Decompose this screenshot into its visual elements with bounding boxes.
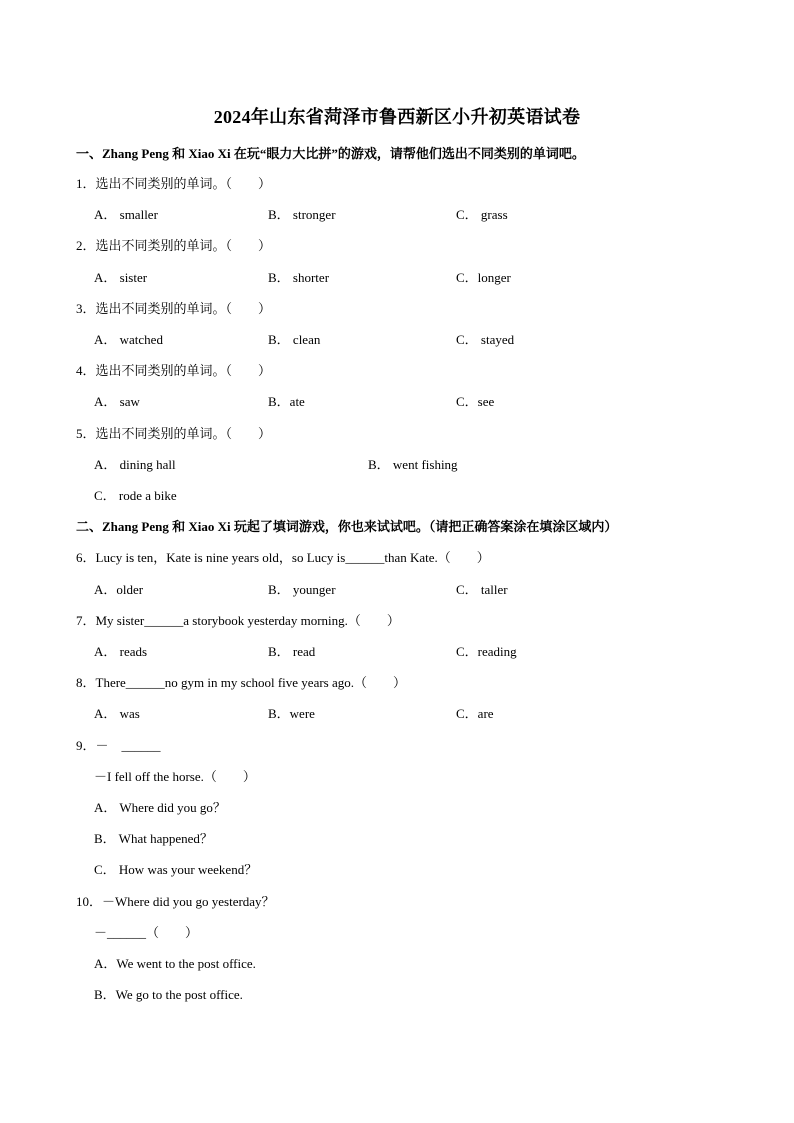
question-10-stem: 10．－Where did you go yesterday？ <box>76 894 275 909</box>
q1-option-b[interactable]: B． stronger <box>268 207 336 222</box>
question-9-reply: －I fell off the horse.（ ） <box>94 769 256 784</box>
q2-option-c[interactable]: C．longer <box>456 270 511 285</box>
question-6-stem: 6．Lucy is ten，Kate is nine years old，so Lucy is______than Kate.（ ） <box>76 550 490 565</box>
q5-option-a[interactable]: A． dining hall <box>94 457 176 472</box>
question-4-stem: 4．选出不同类别的单词。（ ） <box>76 363 272 378</box>
q2-option-b[interactable]: B． shorter <box>268 270 330 285</box>
question-1-stem: 1．选出不同类别的单词。（ ） <box>76 176 272 191</box>
question-3-stem: 3．选出不同类别的单词。（ ） <box>76 301 272 316</box>
q3-option-c[interactable]: C． stayed <box>456 332 515 347</box>
question-10-reply: －______（ ） <box>94 925 199 940</box>
q7-option-c[interactable]: C．reading <box>456 644 517 659</box>
q9-option-c[interactable]: C． How was your weekend？ <box>94 862 258 877</box>
q4-option-a[interactable]: A． saw <box>94 394 140 409</box>
question-2-stem: 2．选出不同类别的单词。（ ） <box>76 238 272 253</box>
question-8-stem: 8．There______no gym in my school five years ago.（ ） <box>76 675 406 690</box>
q7-option-b[interactable]: B． read <box>268 644 316 659</box>
q3-option-a[interactable]: A． watched <box>94 332 163 347</box>
q1-option-c[interactable]: C． grass <box>456 207 508 222</box>
q6-option-c[interactable]: C． taller <box>456 582 508 597</box>
q10-option-a[interactable]: A．We went to the post office. <box>94 956 256 971</box>
q10-option-b[interactable]: B．We go to the post office. <box>94 987 243 1002</box>
q8-option-a[interactable]: A． was <box>94 706 140 721</box>
q8-option-b[interactable]: B．were <box>268 706 315 721</box>
q5-option-c[interactable]: C． rode a bike <box>94 488 177 503</box>
q9-option-b[interactable]: B． What happened？ <box>94 831 213 846</box>
q2-option-a[interactable]: A． sister <box>94 270 148 285</box>
q7-option-a[interactable]: A． reads <box>94 644 148 659</box>
q8-option-c[interactable]: C．are <box>456 706 494 721</box>
q3-option-b[interactable]: B． clean <box>268 332 321 347</box>
question-7-stem: 7．My sister______a storybook yesterday morning.（ ） <box>76 613 400 628</box>
q1-option-a[interactable]: A． smaller <box>94 207 158 222</box>
question-5-stem: 5．选出不同类别的单词。（ ） <box>76 426 272 441</box>
q9-option-a[interactable]: A． Where did you go？ <box>94 800 226 815</box>
question-9-stem: 9．－ ______ <box>76 738 161 753</box>
q6-option-b[interactable]: B． younger <box>268 582 336 597</box>
q4-option-b[interactable]: B．ate <box>268 394 305 409</box>
page-title: 2024年山东省菏泽市鲁西新区小升初英语试卷 <box>213 107 581 127</box>
section-1-heading: 一、Zhang Peng 和 Xiao Xi 在玩“眼力大比拼”的游戏，请帮他们选出不同类别的单词吧。 <box>76 146 585 161</box>
q4-option-c[interactable]: C．see <box>456 394 495 409</box>
q5-option-b[interactable]: B． went fishing <box>368 457 458 472</box>
q6-option-a[interactable]: A．older <box>94 582 144 597</box>
section-2-heading: 二、Zhang Peng 和 Xiao Xi 玩起了填词游戏，你也来试试吧。（请把正确答案涂在填涂区域内） <box>76 519 618 534</box>
